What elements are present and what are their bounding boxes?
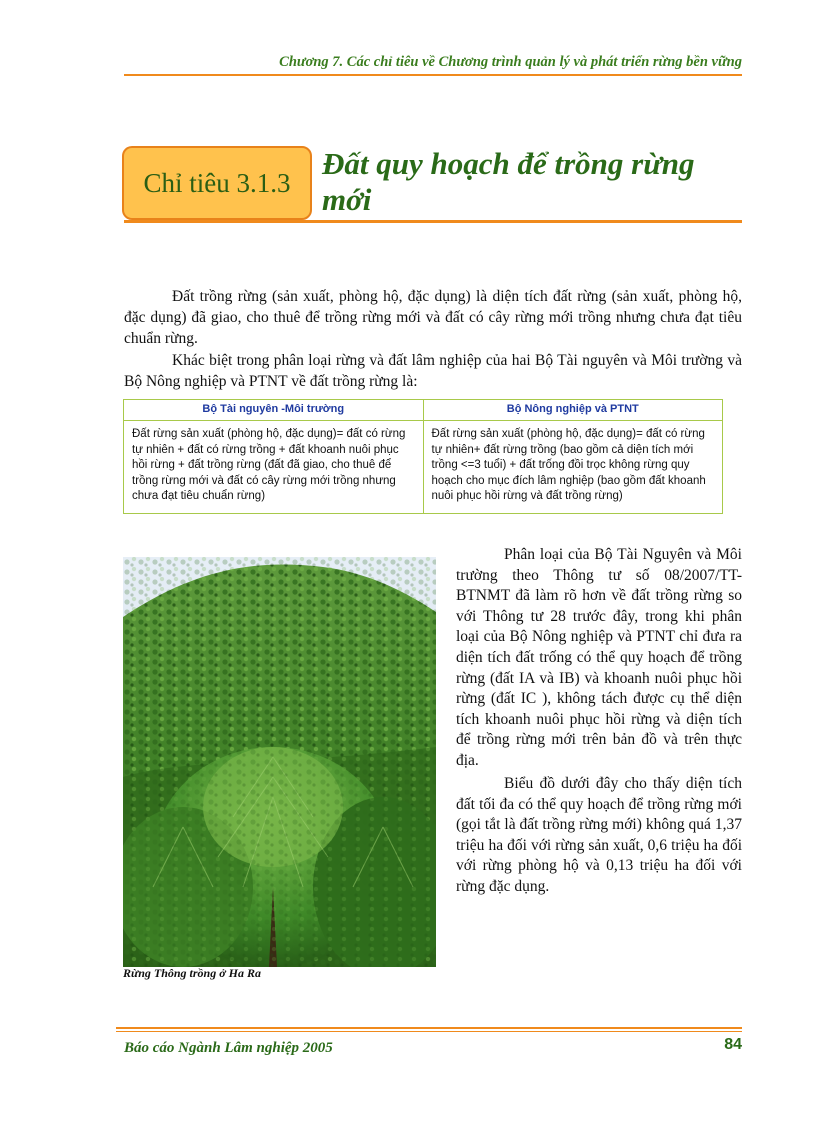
section-title: Đất quy hoạch để trồng rừng mới: [322, 146, 695, 217]
pine-forest-photo: [123, 557, 436, 967]
chart-intro-paragraph: [456, 774, 742, 898]
table-row: [124, 421, 723, 514]
indicator-badge: Chỉ tiêu 3.1.3: [122, 146, 312, 220]
report-title: Báo cáo Ngành Lâm nghiệp 2005: [124, 1040, 333, 1056]
page-number: 84: [724, 1036, 742, 1053]
title-rule: [124, 220, 742, 223]
table-header-tnmt: Bộ Tài nguyên -Môi trường: [124, 400, 424, 421]
difference-paragraph: [124, 350, 742, 392]
comparison-table: [123, 399, 723, 514]
table-header-nnptnt: Bộ Nông nghiệp và PTNT: [423, 400, 723, 421]
intro-paragraph-text: Đất trồng rừng (sản xuất, phòng hộ, đặc dụng) là diện tích đất rừng (sản xuất, phòng hộ, đặc dụng) đã giao, cho thuê để trồng rừng mới và đất có cây rừng mới trồng nhưng chưa đạt tiêu chuẩn rừng.: [124, 288, 742, 347]
table-header-row: [124, 400, 723, 421]
footer-rule-thin: [116, 1031, 742, 1032]
difference-paragraph-text: Khác biệt trong phân loại rừng và đất lâm nghiệp của hai Bộ Tài nguyên và Môi trường và Bộ Nông nghiệp và PTNT về đất trồng rừng là:: [124, 352, 742, 390]
table-cell-tnmt: Đất rừng sản xuất (phòng hộ, đặc dụng)= đất có rừng tự nhiên + đất có rừng trồng + đất khoanh nuôi phục hồi rừng + đất trồng rừng (đất đã giao, cho thuê để trồng rừng mới và đất có cây rừng mới trồng nhưng chưa đạt tiêu chuẩn rừng): [124, 421, 424, 514]
classification-paragraph-text: Phân loại của Bộ Tài Nguyên và Môi trường theo Thông tư số 08/2007/TT-BTNMT đã làm rõ hơn về đất trồng rừng so với Thông tư 28 trước đây, trong khi phân loại của Bộ Nông nghiệp và PTNT chỉ đưa ra diện tích đất trống có thể quy hoạch để trồng rừng (đất IA và IB) và khoanh nuôi phục hồi rừng (đất IC ), không tách được cụ thể diện tích khoanh nuôi phục hồi rừng và diện tích để trồng rừng mới trên bản đồ và trên thực địa.: [456, 546, 742, 769]
chart-intro-paragraph-text: Biểu đồ dưới đây cho thấy diện tích đất tối đa có thể quy hoạch để trồng rừng mới (gọi tắt là đất trồng rừng mới) không quá 1,37 triệu ha đối với rừng sản xuất, 0,6 triệu ha đối với rừng phòng hộ và 0,13 triệu ha đối với rừng đặc dụng.: [456, 775, 742, 895]
header-rule: [124, 74, 742, 76]
footer-rule: [116, 1027, 742, 1029]
intro-paragraph: [124, 286, 742, 349]
table-cell-nnptnt: Đất rừng sản xuất (phòng hộ, đặc dụng)= đất có rừng tự nhiên+ đất rừng trồng (bao gồm cả diện tích mới trồng <=3 tuổi) + đất trống đồi trọc không rừng quy hoạch cho mục đích lâm nghiệp (bao gồm đất khoanh nuôi phục hồi rừng và đất trồng rừng): [423, 421, 723, 514]
photo-caption: Rừng Thông trồng ở Ha Ra: [123, 966, 261, 980]
classification-paragraph: [456, 545, 742, 772]
running-header: Chương 7. Các chỉ tiêu về Chương trình quản lý và phát triển rừng bền vững: [279, 54, 742, 70]
